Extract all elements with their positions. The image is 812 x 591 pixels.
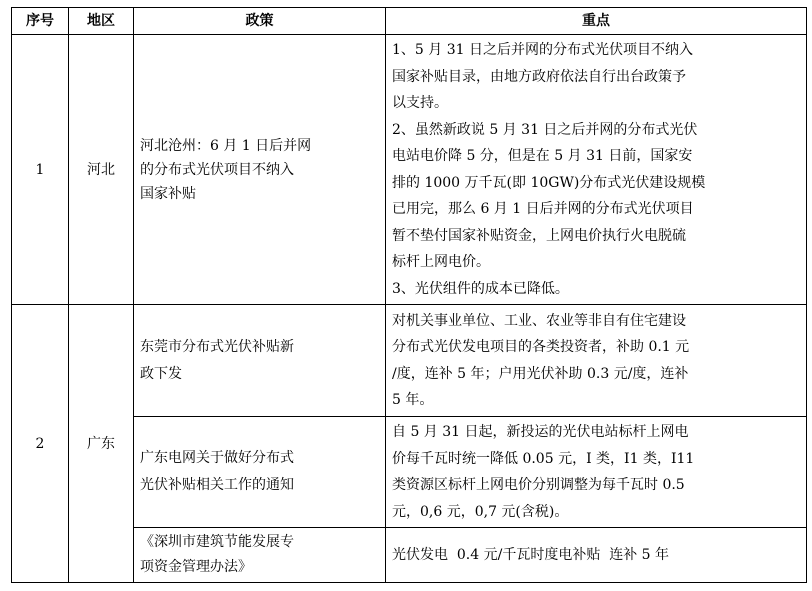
focus-line: 1、5 月 31 日之后并网的分布式光伏项目不纳入: [392, 42, 693, 58]
focus-cell: [386, 417, 807, 528]
focus-line: 电站电价降 5 分，但是在 5 月 31 日前，国家安: [392, 148, 693, 164]
policy-line: 河北沧州：6 月 1 日后并网: [140, 137, 312, 154]
focus-cell: [386, 305, 807, 417]
focus-line: 国家补贴目录，由地方政府依法自行出台政策予: [392, 68, 686, 85]
focus-line: 标杆上网电价。: [392, 254, 490, 270]
focus-line: /度，连补 5 年；户用光伏补助 0.3 元/度，连补: [392, 365, 689, 382]
focus-cell: [386, 528, 807, 583]
policy-line: 国家补贴: [140, 185, 196, 202]
table-row: [12, 305, 807, 417]
focus-line: 排的 1000 万千瓦(即 10GW)分布式光伏建设规模: [392, 174, 706, 191]
policy-line: 的分布式光伏项目不纳入: [140, 161, 294, 178]
focus-line: 2、虽然新政说 5 月 31 日之后并网的分布式光伏: [392, 121, 698, 138]
seq-cell: 1: [12, 35, 69, 305]
region-cell: 河北: [69, 35, 134, 305]
focus-line: 价每千瓦时统一降低 0.05 元，I 类，I1 类，I11: [392, 450, 695, 467]
policy-line: 项资金管理办法》: [140, 559, 252, 575]
header-row: [12, 8, 807, 35]
focus-line: 对机关事业单位、工业、农业等非自有住宅建设: [392, 312, 686, 329]
table-row: [12, 35, 807, 305]
policy-cell: [134, 417, 386, 528]
focus-line: 已用完，那么 6 月 1 日后并网的分布式光伏项目: [392, 201, 694, 217]
focus-line: 元，0,6 元，0,7 元(含税)。: [392, 503, 569, 520]
policy-cell: [134, 305, 386, 417]
header-focus: 重点: [386, 8, 807, 35]
policy-cell: [134, 35, 386, 305]
header-region: 地区: [69, 8, 134, 35]
focus-line: 5 年。: [392, 392, 434, 408]
focus-line: 暂不垫付国家补贴资金，上网电价执行火电脱硫: [392, 227, 686, 244]
seq-cell: 2: [12, 305, 69, 583]
policy-line: 光伏补贴相关工作的通知: [140, 477, 294, 493]
focus-line: 类资源区标杆上网电价分别调整为每千瓦时 0.5: [392, 477, 685, 493]
focus-line: 自 5 月 31 日起，新投运的光伏电站标杆上网电: [392, 424, 689, 440]
focus-line: 3、光伏组件的成本已降低。: [392, 280, 569, 297]
focus-line: 光伏发电 0.4 元/千瓦时度电补贴 连补 5 年: [392, 547, 670, 563]
policy-line: 广东电网关于做好分布式: [140, 450, 294, 466]
policy-line: 政下发: [140, 365, 182, 382]
region-cell: 广东: [69, 305, 134, 583]
header-policy: 政策: [134, 8, 386, 35]
focus-cell: [386, 35, 807, 305]
header-seq: 序号: [12, 8, 69, 35]
policy-line: 东莞市分布式光伏补贴新: [140, 338, 294, 355]
policy-cell: [134, 528, 386, 583]
policy-table: [11, 7, 807, 583]
focus-line: 分布式光伏发电项目的各类投资者，补助 0.1 元: [392, 339, 690, 355]
focus-line: 以支持。: [392, 95, 448, 111]
policy-line: 《深圳市建筑节能发展专: [140, 534, 294, 550]
